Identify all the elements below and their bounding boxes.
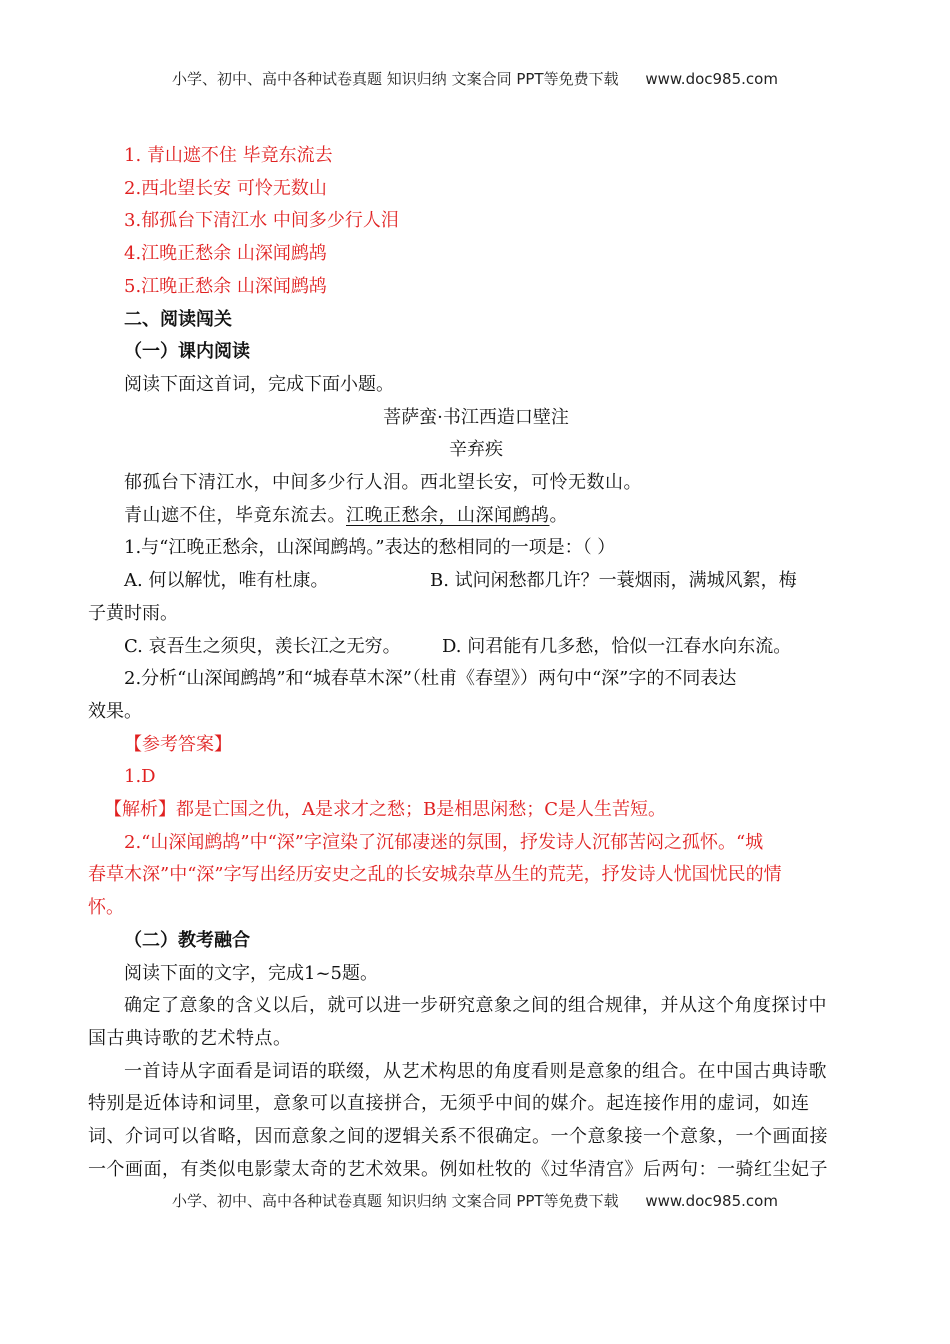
part2-title: （二）教考融合: [124, 929, 250, 951]
question-1-options-cd: [88, 631, 864, 664]
passage-para1-line-2: 国古典诗歌的艺术特点。: [88, 1027, 292, 1049]
passage-para2-line-2: 特别是近体诗和词里，意象可以直接拼合，无须乎中间的媒介。起连接作用的虚词，如连: [88, 1093, 810, 1115]
option-d: D. 问君能有几多愁，恰似一江春水向东流。: [442, 635, 792, 657]
header-text: 小学、初中、高中各种试卷真题 知识归纳 文案合同 PPT等免费下载: [172, 70, 619, 88]
passage-para2-line-4: 一个画面，有类似电影蒙太奇的艺术效果。例如杜牧的《过华清宫》后两句：一骑红尘妃子: [88, 1158, 828, 1180]
poem-title: 菩萨蛮·书江西造口壁注: [383, 406, 569, 428]
footer-url[interactable]: www.doc985.com: [645, 1192, 778, 1210]
poem-underlined-phrase: 江晚正愁余，山深闻鹧鸪: [346, 504, 550, 526]
reference-answer-1: 1.D: [124, 766, 156, 788]
answer-item-4: 4.江晚正愁余 山深闻鹧鸪: [124, 243, 327, 265]
part2-instruction: 阅读下面的文字，完成1~5题。: [124, 962, 378, 984]
page-footer: [0, 1190, 950, 1211]
poem-line-2-c: 。: [549, 504, 568, 526]
question-2-line-1: 2.分析“山深闻鹧鸪”和“城春草木深”（杜甫《春望》）两句中“深”字的不同表达: [124, 668, 737, 690]
footer-text: 小学、初中、高中各种试卷真题 知识归纳 文案合同 PPT等免费下载: [172, 1192, 619, 1210]
analysis: [88, 794, 864, 827]
passage-para2-line-1: 一首诗从字面看是词语的联缀，从艺术构思的角度看则是意象的组合。在中国古典诗歌: [124, 1060, 827, 1082]
reference-answer-2-line-1: 2.“山深闻鹧鸪”中“深”字渲染了沉郁凄迷的氛围，抒发诗人沉郁苦闷之孤怀。“城: [124, 831, 764, 853]
header-url[interactable]: www.doc985.com: [645, 70, 778, 88]
reference-answer-2-line-2: 春草木深”中“深”字写出经历安史之乱的长安城杂草丛生的荒芜，抒发诗人忧国忧民的情: [88, 864, 782, 886]
poem-line-2-a: 青山遮不住，毕竟东流去。: [124, 504, 346, 526]
question-1-options-ab: [88, 565, 864, 598]
reference-answer-label: 【参考答案】: [124, 733, 232, 755]
answer-item-3: 3.郁孤台下清江水 中间多少行人泪: [124, 210, 399, 232]
answer-list: [88, 140, 864, 304]
poem-author: 辛弃疾: [449, 439, 503, 461]
answer-item-2: 2.西北望长安 可怜无数山: [124, 177, 327, 199]
part1-title: （一）课内阅读: [124, 341, 250, 363]
document-body: [88, 140, 864, 1187]
option-b-line-1: B. 试问闲愁都几许？一蓑烟雨，满城风絮，梅: [430, 570, 797, 592]
part1-instruction: 阅读下面这首词，完成下面小题。: [124, 373, 394, 395]
poem-line-1: 郁孤台下清江水，中间多少行人泪。西北望长安，可怜无数山。: [124, 472, 642, 494]
question-1: 1.与“江晚正愁余，山深闻鹧鸪。”表达的愁相同的一项是：（ ）: [124, 537, 616, 559]
passage-para1-line-1: 确定了意象的含义以后，就可以进一步研究意象之间的组合规律，并从这个角度探讨中: [124, 995, 827, 1017]
question-2-line-2: 效果。: [88, 700, 142, 722]
section-title: 二、阅读闯关: [124, 308, 232, 330]
analysis-text: 都是亡国之仇，A是求才之愁；B是相思闲愁；C是人生苦短。: [176, 799, 666, 821]
answer-item-5: 5.江晚正愁余 山深闻鹧鸪: [124, 275, 327, 297]
option-a: A. 何以解忧，唯有杜康。: [124, 570, 329, 592]
reference-answer-2-line-3: 怀。: [88, 897, 124, 919]
page-header: [0, 68, 950, 89]
passage-para2-line-3: 词、介词可以省略，因而意象之间的逻辑关系不很确定。一个意象接一个意象，一个画面接: [88, 1126, 828, 1148]
answer-item-1: 1. 青山遮不住 毕竟东流去: [124, 145, 333, 166]
option-b-line-2: 子黄时雨。: [88, 602, 178, 624]
option-c: C. 哀吾生之须臾，羡长江之无穷。: [124, 635, 401, 657]
analysis-label: 【解析】: [104, 799, 176, 821]
poem-line-2: [88, 500, 864, 533]
